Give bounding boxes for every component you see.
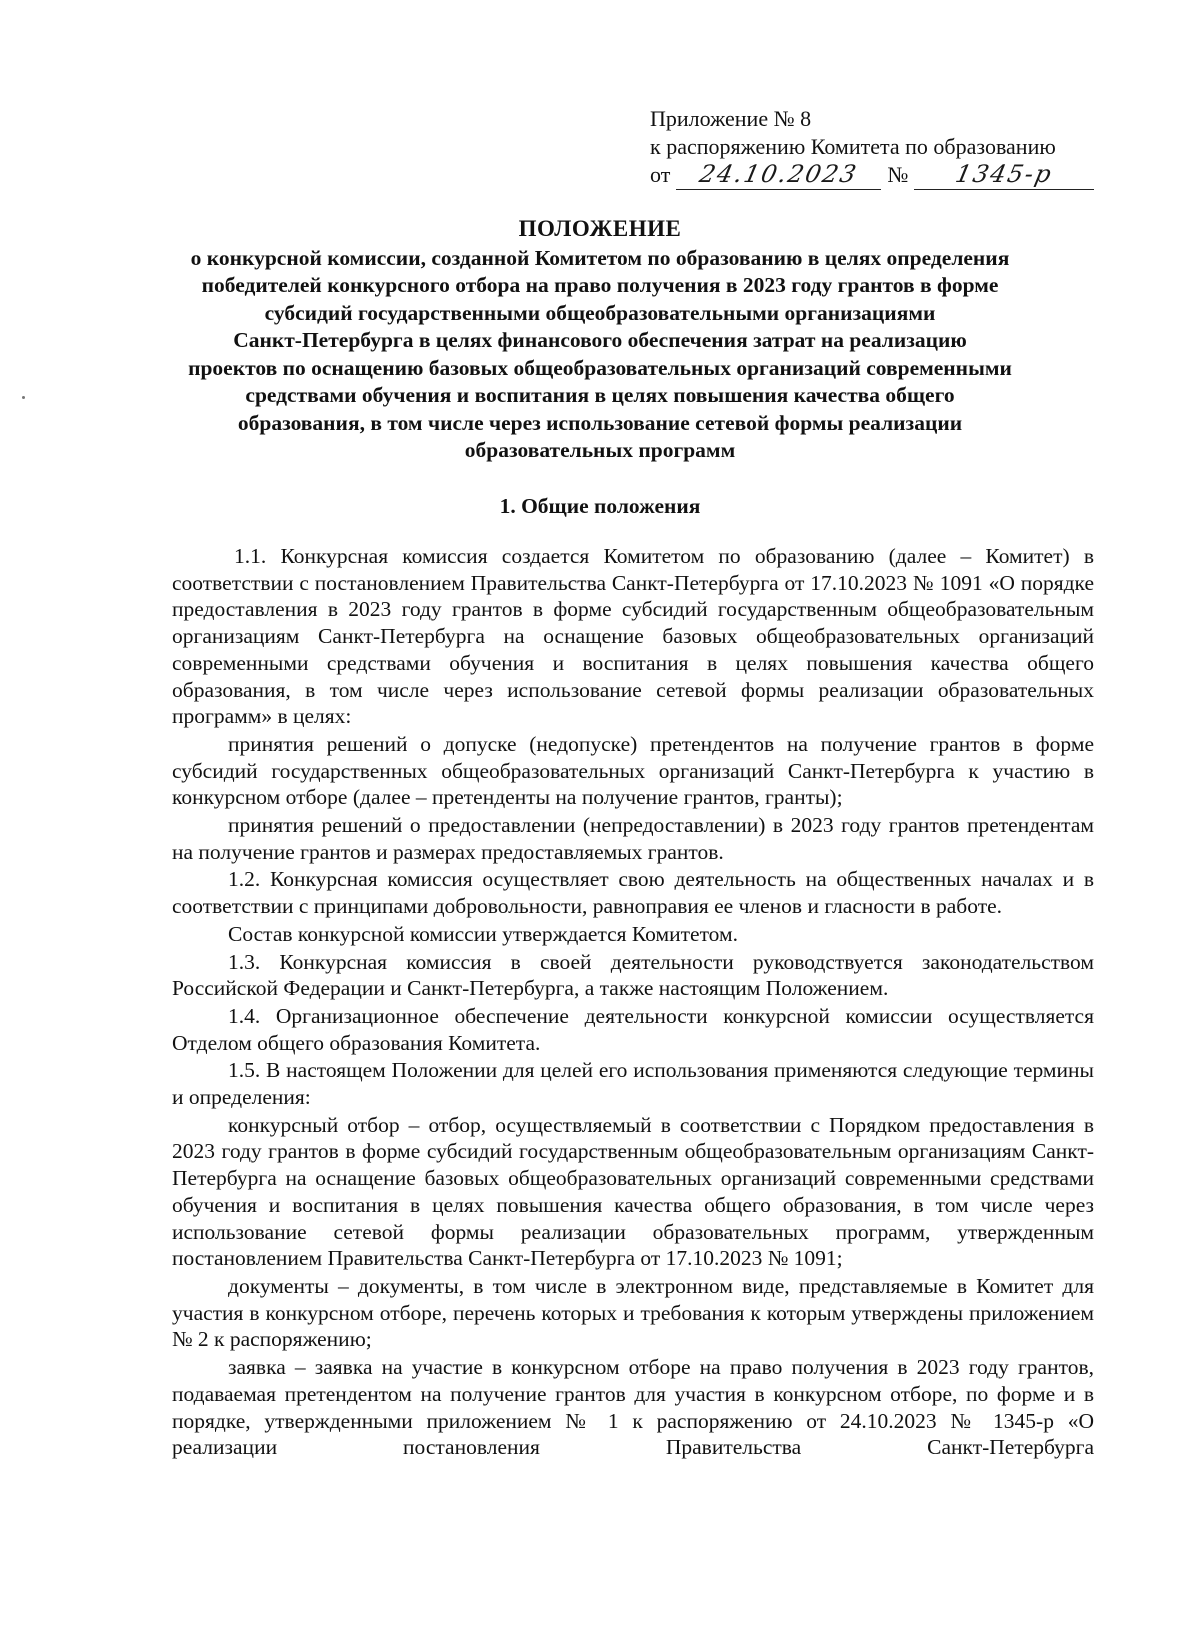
- paragraph: 1.1. Конкурсная комиссия создается Комитетом по образованию (далее – Комитет) в соответствии с постановлением Правительства Санкт-Петербурга от 17.10.2023 № 1091 «О порядке предоставления в 2023 году грантов в форме субсидий государственным общеобразовательным организациям Санкт-Петербурга на оснащение базовых общеобразовательных организаций современными средствами обучения и воспитания в целях повышения качества общего образования, в том числе через использование сетевой формы реализации образовательных программ» в целях:: [172, 544, 1094, 729]
- section-body: [172, 543, 1094, 1462]
- subtitle-line: победителей конкурсного отбора на право получения в 2023 году грантов в форме: [201, 273, 999, 297]
- subtitle-line: о конкурсной комиссии, созданной Комитетом по образованию в целях определения: [190, 245, 1010, 270]
- number-prefix: №: [887, 162, 909, 187]
- handwritten-date: 24.10.2023: [697, 160, 861, 188]
- paragraph: заявка – заявка на участие в конкурсном отборе на право получения в 2023 году грантов, подаваемая претендентом на получение грантов для участия в конкурсном отборе, по форме и в порядке, утвержденными приложением № 1 к распоряжению от 24.10.2023 № 1345-р «О реализации постановления Правительства Санкт-Петербурга: [172, 1355, 1094, 1460]
- paragraph: конкурсный отбор – отбор, осуществляемый в соответствии с Порядком предоставления в 2023 году грантов в форме субсидий государственным общеобразовательным организациям Санкт-Петербурга на оснащение базовых общеобразовательных организаций современными средствами обучения и воспитания в целях повышения качества общего образования, в том числе через использование сетевой формы реализации образовательных программ, утвержденным постановлением Правительства Санкт-Петербурга от 17.10.2023 № 1091;: [172, 1112, 1094, 1271]
- paragraph: принятия решений о допуске (недопуске) претендентов на получение грантов в форме субсидий государственных общеобразовательных организаций Санкт-Петербурга к участию в конкурсном отборе (далее – претенденты на получение грантов, гранты);: [172, 731, 1094, 810]
- paragraph: 1.2. Конкурсная комиссия осуществляет свою деятельность на общественных началах и в соответствии с принципами добровольности, равноправия ее членов и гласности в работе.: [172, 867, 1094, 919]
- paragraph: 1.4. Организационное обеспечение деятельности конкурсной комиссии осуществляется Отделом общего образования Комитета.: [172, 1003, 1094, 1055]
- paragraph: 1.5. В настоящем Положении для целей его использования применяются следующие термины и определения:: [172, 1058, 1094, 1110]
- date-prefix: от: [650, 162, 671, 187]
- appendix-order-reference: к распоряжению Комитета по образованию: [650, 134, 1056, 159]
- paragraph: Состав конкурсной комиссии утверждается Комитетом.: [228, 921, 739, 946]
- subtitle-line: образования, в том числе через использование сетевой формы реализации: [237, 410, 963, 435]
- handwritten-number-field: [914, 161, 1094, 190]
- appendix-number: Приложение № 8: [650, 106, 812, 131]
- scan-speck: [22, 396, 25, 399]
- subtitle-line: субсидий государственными общеобразовательными организациями: [264, 300, 936, 325]
- paragraph: 1.3. Конкурсная комиссия в своей деятельности руководствуется законодательством Российской Федерации и Санкт-Петербурга, а также настоящим Положением.: [172, 949, 1094, 1001]
- paragraph: документы – документы, в том числе в электронном виде, представляемые в Комитет для участия в конкурсном отборе, перечень которых и требования к которым утверждены приложением № 2 к распоряжению;: [172, 1273, 1094, 1352]
- handwritten-date-field: [676, 161, 881, 190]
- subtitle-line: средствами обучения и воспитания в целях повышения качества общего: [245, 383, 955, 407]
- handwritten-number: 1345-р: [953, 160, 1056, 188]
- paragraph: принятия решений о предоставлении (непредоставлении) в 2023 году грантов претендентам на получение грантов и размерах предоставляемых грантов.: [172, 813, 1094, 864]
- document-title-block: [150, 215, 1050, 465]
- appendix-header: [650, 105, 1120, 190]
- subtitle-line: образовательных программ: [464, 438, 736, 462]
- subtitle-line: проектов по оснащению базовых общеобразовательных организаций современными: [188, 355, 1012, 380]
- document-title: ПОЛОЖЕНИЕ: [518, 216, 682, 241]
- subtitle-line: Санкт-Петербурга в целях финансового обеспечения затрат на реализацию: [233, 328, 967, 352]
- section-title: 1. Общие положения: [499, 494, 701, 518]
- appendix-date-number-line: [650, 161, 1120, 190]
